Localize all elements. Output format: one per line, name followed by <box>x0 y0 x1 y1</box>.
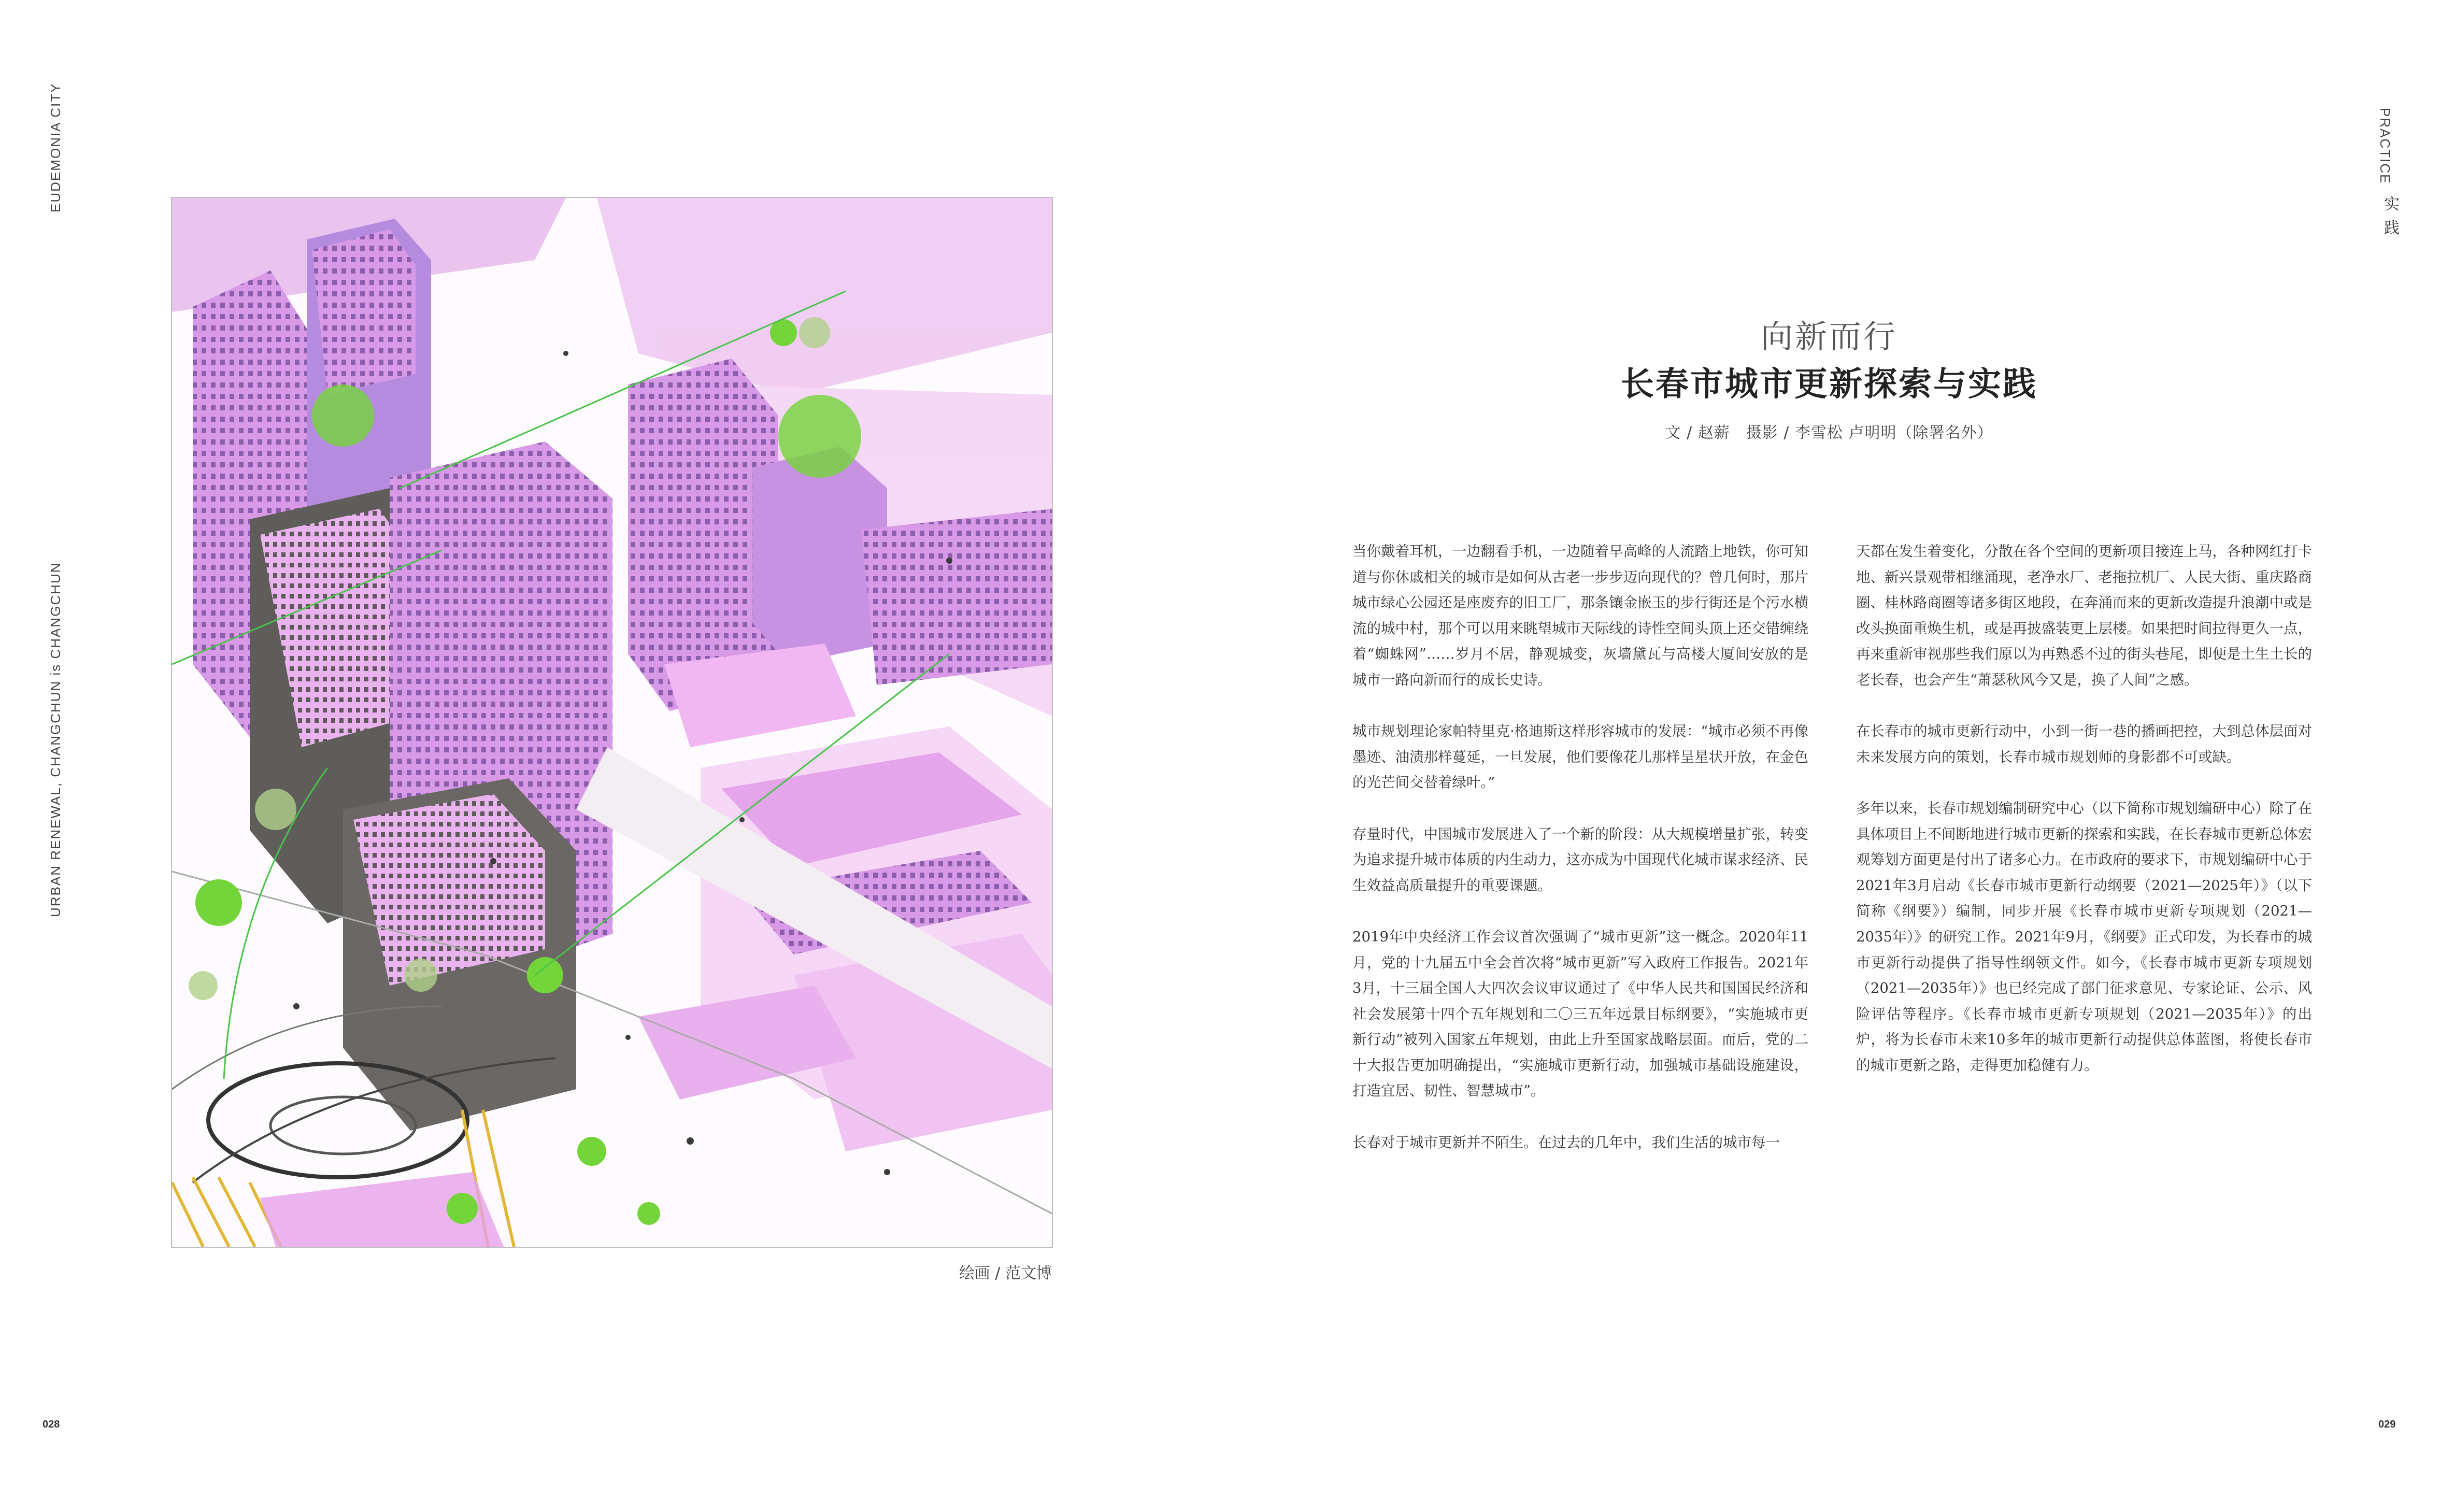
running-head-magazine: EUDEMONIA CITY <box>48 82 63 212</box>
city-illustration <box>171 197 1053 1248</box>
body-paragraph: 长春对于城市更新并不陌生。在过去的几年中，我们生活的城市每一 <box>1352 1134 1780 1151</box>
running-head-section: URBAN RENEWAL, CHANGCHUN is CHANGCHUN <box>48 562 63 917</box>
page-number-left: 028 <box>42 1419 60 1430</box>
body-paragraph: 在长春市的城市更新行动中，小到一街一巷的播画把控，大到总体层面对未来发展方向的策划，长春市城市规划师的身影都不可或缺。 <box>1856 723 2312 765</box>
body-column-left <box>1352 539 1808 1181</box>
body-paragraph: 当你戴着耳机，一边翻看手机，一边随着早高峰的人流踏上地铁，你可知道与你休戚相关的城市是如何从古老一步步迈向现代的？曾几何时，那片城市绿心公园还是座废弃的旧工厂，那条镶金嵌玉的步行街还是个污水横流的城中村，那个可以用来眺望城市天际线的诗性空间头顶上还交错缠绕着“蜘蛛网”……岁月不居，静观城变，灰墙黛瓦与高楼大厦间安放的是城市一路向新而行的成长史诗。 <box>1352 543 1808 688</box>
figure-caption: 绘画 / 范文博 <box>959 1264 1052 1282</box>
watercolor-cityscape-image <box>172 198 1052 1247</box>
article-title: 长春市城市更新探索与实践 <box>1621 365 2037 404</box>
body-paragraph: 存量时代，中国城市发展进入了一个新的阶段：从大规模增量扩张，转变为追求提升城市体质的内生动力，这亦成为中国现代化城市谋求经济、民生效益高质量提升的重要课题。 <box>1352 825 1808 894</box>
running-head-practice-cn: 实践 <box>2384 195 2400 237</box>
article-kicker: 向新而行 <box>1760 318 1897 355</box>
page-number-right: 029 <box>2378 1419 2396 1430</box>
body-paragraph: 城市规划理论家帕特里克·格迪斯这样形容城市的发展：“城市必须不再像墨迹、油渍那样蔓延，一旦发展，他们要像花儿那样呈星状开放，在金色的光芒间交替着绿叶。” <box>1352 723 1808 791</box>
body-column-right <box>1856 539 2312 1104</box>
running-head-practice: PRACTICE <box>2377 108 2393 184</box>
body-paragraph: 多年以来，长春市规划编制研究中心（以下简称市规划编研中心）除了在具体项目上不间断地进行城市更新的探索和实践，在长春城市更新总体宏观筹划方面更是付出了诸多心力。在市政府的要求下，市规划编研中心于2021年3月启动《长春市城市更新行动纲要（2021—2025年）》（以下简称《纲要》）编制，同步开展《长春市城市更新专项规划（2021—2035年）》的研究工作。2021年9月，《纲要》正式印发，为长春市的城市更新行动提供了指导性纲领文件。如今，《长春市城市更新专项规划（2021—2035年）》也已经完成了部门征求意见、专家论证、公示、风险评估等程序。《长春市城市更新专项规划（2021—2035年）》的出炉，将为长春市未来10多年的城市更新行动提供总体蓝图，将使长春市的城市更新之路，走得更加稳健有力。 <box>1856 800 2312 1074</box>
body-paragraph: 天都在发生着变化，分散在各个空间的更新项目接连上马，各种网红打卡地、新兴景观带相继涌现，老净水厂、老拖拉机厂、人民大街、重庆路商圈、桂林路商圈等诸多街区地段，在奔涌而来的更新改造提升浪潮中或是改头换面重焕生机，或是再披盛装更上层楼。如果把时间拉得更久一点，再来重新审视那些我们原以为再熟悉不过的街头巷尾，即便是土生土长的老长春，也会产生“萧瑟秋风今又是，换了人间”之感。 <box>1856 543 2312 688</box>
body-paragraph: 2019年中央经济工作会议首次强调了“城市更新”这一概念。2020年11月，党的十九届五中全会首次将“城市更新”写入政府工作报告。2021年3月，十三届全国人大四次会议审议通过了《中华人民共和国国民经济和社会发展第十四个五年规划和二〇三五年远景目标纲要》，“实施城市更新行动”被列入国家五年规划，由此上升至国家战略层面。而后，党的二十大报告更加明确提出，“实施城市更新行动，加强城市基础设施建设，打造宜居、韧性、智慧城市”。 <box>1352 928 1808 1100</box>
article-byline: 文 / 赵薪 摄影 / 李雪松 卢明明（除署名外） <box>1665 424 1993 442</box>
